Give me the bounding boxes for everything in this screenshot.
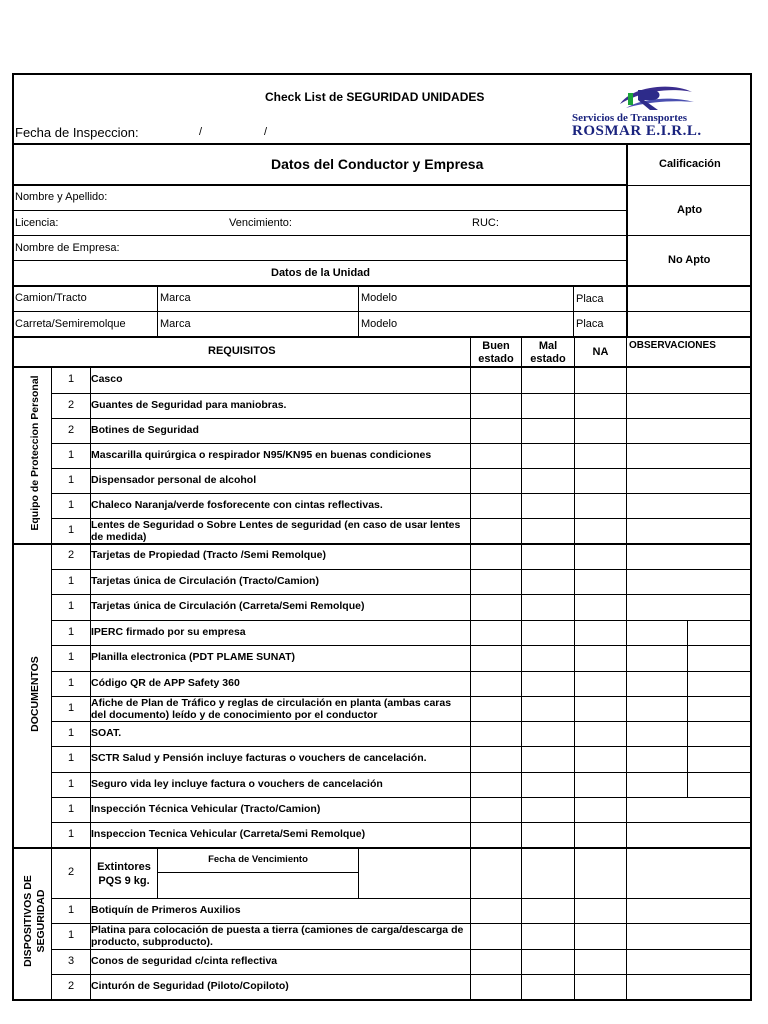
check-na[interactable]: [575, 899, 625, 922]
check-na[interactable]: [575, 519, 625, 542]
check-buen[interactable]: [471, 975, 520, 998]
fecha-label: Fecha de Inspeccion:: [15, 125, 139, 140]
check-na[interactable]: [575, 823, 625, 846]
grid-line: [51, 468, 752, 469]
check-buen[interactable]: [471, 747, 520, 771]
item-qty: 1: [67, 574, 75, 587]
requirement-text: Inspeccion Tecnica Vehicular (Carreta/Semi Remolque): [91, 827, 366, 840]
check-mal[interactable]: [522, 975, 573, 998]
grid-line: [51, 418, 752, 419]
apto-label: Apto: [677, 204, 703, 216]
item-qty: 2: [67, 423, 75, 436]
unit-marca: Marca: [160, 318, 191, 330]
check-buen[interactable]: [471, 950, 520, 973]
grid-line: [687, 620, 688, 797]
check-mal[interactable]: [522, 899, 573, 922]
check-buen[interactable]: [471, 773, 520, 796]
empresa-label: Nombre de Empresa:: [15, 242, 120, 254]
unit-placa: Placa: [576, 293, 604, 305]
rosmar-logo-icon: [612, 82, 702, 112]
check-buen[interactable]: [471, 722, 520, 745]
check-mal[interactable]: [522, 823, 573, 846]
check-na[interactable]: [575, 646, 625, 670]
check-na[interactable]: [575, 697, 625, 720]
requirement-text: Mascarilla quirúrgica o respirador N95/KN95 en buenas condiciones: [91, 448, 432, 461]
item-qty: 1: [67, 600, 75, 612]
check-mal[interactable]: [522, 544, 573, 568]
grid-line: [51, 645, 752, 646]
check-mal[interactable]: [522, 368, 573, 392]
grid-line: [358, 848, 359, 898]
requirement-text: IPERC firmado por su empresa: [91, 625, 246, 638]
ruc-label: RUC:: [472, 217, 499, 229]
item-qty: 1: [67, 802, 75, 815]
grid-line: [51, 898, 752, 899]
requirement-text: Guantes de Seguridad para maniobras.: [91, 398, 287, 411]
check-na[interactable]: [575, 773, 625, 796]
licencia-label: Licencia:: [15, 217, 59, 229]
requirement-text: Tarjetas única de Circulación (Tracto/Camion): [91, 574, 319, 587]
check-mal[interactable]: [522, 773, 573, 796]
item-qty: 1: [67, 473, 75, 486]
check-mal[interactable]: [522, 494, 573, 517]
no-apto-label: No Apto: [668, 254, 711, 266]
fecha-separator: /: [199, 126, 203, 138]
col-mal-estado: Mal estado: [530, 340, 566, 365]
grid-line: [51, 746, 752, 747]
requirement-text: Botiquín de Primeros Auxilios: [91, 903, 241, 916]
extintor-label: Extintores PQS 9 kg.: [97, 861, 151, 887]
check-na[interactable]: [575, 469, 625, 492]
grid-line: [51, 493, 752, 494]
requirement-text: SCTR Salud y Pensión incluye facturas o vouchers de cancelación.: [91, 752, 427, 764]
check-mal[interactable]: [522, 697, 573, 720]
grid-line: [51, 949, 752, 950]
vencimiento-label: Vencimiento:: [229, 217, 292, 229]
section-dispositivos: DISPOSITIVOS DE SEGURIDAD: [22, 875, 47, 967]
item-qty: 1: [67, 929, 75, 941]
check-mal[interactable]: [522, 722, 573, 745]
check-buen[interactable]: [471, 672, 520, 695]
requirement-text: Planilla electronica (PDT PLAME SUNAT): [91, 651, 296, 663]
logo-line1: Servicios de Transportes: [572, 112, 688, 124]
grid-line: [51, 974, 752, 975]
item-qty: 1: [67, 726, 75, 739]
logo-line2: ROSMAR E.I.R.L.: [572, 123, 702, 139]
check-buen[interactable]: [471, 469, 520, 492]
requirement-text: Lentes de Seguridad o Sobre Lentes de seguridad (en caso de usar lentes de medida): [91, 519, 461, 543]
check-buen[interactable]: [471, 899, 520, 922]
item-qty: 1: [67, 498, 75, 511]
check-buen[interactable]: [471, 394, 520, 417]
check-mal[interactable]: [522, 394, 573, 417]
grid-line: [12, 543, 752, 545]
col-buen-estado: Buen estado: [478, 340, 514, 365]
grid-line: [626, 337, 627, 999]
check-buen[interactable]: [471, 544, 520, 568]
grid-line: [51, 569, 752, 570]
requirement-text: Botines de Seguridad: [91, 423, 199, 436]
requirement-text: Cinturón de Seguridad (Piloto/Copiloto): [91, 979, 289, 992]
grid-line: [51, 393, 752, 394]
check-na[interactable]: [575, 798, 625, 821]
check-mal[interactable]: [522, 419, 573, 442]
item-qty: 1: [67, 827, 75, 840]
requirement-text: Tarjetas única de Circulación (Carreta/Semi Remolque): [91, 600, 365, 612]
item-qty: 1: [67, 651, 75, 663]
grid-line: [51, 772, 752, 773]
check-mal[interactable]: [522, 519, 573, 542]
requirement-text: Casco: [91, 373, 123, 385]
check-buen[interactable]: [471, 368, 520, 392]
item-qty: 2: [67, 549, 75, 561]
requirement-text: Seguro vida ley incluye factura o vouchers de cancelación: [91, 777, 383, 790]
unit-type: Carreta/Semiremolque: [15, 318, 126, 330]
unit-type: Camion/Tracto: [15, 292, 87, 304]
check-buen[interactable]: [471, 494, 520, 517]
check-na[interactable]: [575, 747, 625, 771]
driver-section-title: Datos del Conductor y Empresa: [271, 156, 484, 172]
grid-line: [158, 872, 358, 873]
grid-line: [12, 847, 752, 849]
requirement-text: SOAT.: [91, 726, 122, 739]
check-na[interactable]: [575, 621, 625, 644]
check-buen[interactable]: [471, 444, 520, 467]
item-qty: 1: [67, 777, 75, 790]
check-mal[interactable]: [522, 950, 573, 973]
check-mal[interactable]: [522, 595, 573, 619]
unit-marca: Marca: [160, 292, 191, 304]
check-na[interactable]: [575, 394, 625, 417]
item-qty: 1: [67, 701, 75, 714]
grid-line: [51, 443, 752, 444]
check-na[interactable]: [575, 444, 625, 467]
nombre-label: Nombre y Apellido:: [15, 191, 108, 203]
grid-line: [51, 594, 752, 595]
check-buen[interactable]: [471, 924, 520, 948]
check-mal[interactable]: [522, 444, 573, 467]
section-documentos: DOCUMENTOS: [29, 656, 41, 732]
check-buen[interactable]: [471, 419, 520, 442]
check-mal[interactable]: [522, 672, 573, 695]
check-buen[interactable]: [471, 621, 520, 644]
check-mal[interactable]: [522, 798, 573, 821]
check-buen[interactable]: [471, 798, 520, 821]
requirement-text: Afiche de Plan de Tráfico y reglas de circulación en planta (ambas caras del documento) leído y de conocimiento por el conductor: [91, 697, 452, 721]
check-na[interactable]: [575, 368, 625, 392]
check-buen[interactable]: [471, 595, 520, 619]
item-qty: 2: [67, 398, 75, 411]
unit-section-title: Datos de la Unidad: [271, 267, 371, 279]
requirement-text: Conos de seguridad c/cinta reflectiva: [91, 954, 278, 967]
col-na: NA: [592, 346, 609, 358]
check-mal[interactable]: [522, 621, 573, 644]
check-buen[interactable]: [471, 697, 520, 720]
grid-line: [51, 721, 752, 722]
unit-placa: Placa: [576, 318, 604, 330]
check-na[interactable]: [575, 722, 625, 745]
grid-line: [51, 671, 752, 672]
check-mal[interactable]: [522, 924, 573, 948]
item-qty: 2: [67, 866, 75, 878]
check-na[interactable]: [575, 544, 625, 568]
check-mal[interactable]: [522, 469, 573, 492]
check-na[interactable]: [575, 924, 625, 948]
grid-line: [51, 797, 752, 798]
check-mal[interactable]: [522, 747, 573, 771]
requirement-text: Chaleco Naranja/verde fosforecente con cintas reflectivas.: [91, 498, 383, 511]
item-qty: 1: [67, 448, 75, 461]
unit-modelo: Modelo: [361, 318, 398, 330]
requirement-text: Código QR de APP Safety 360: [91, 676, 240, 689]
item-qty: 1: [67, 903, 75, 916]
item-qty: 1: [67, 752, 75, 764]
check-na[interactable]: [575, 570, 625, 593]
section-epp: Equipo de Proteccion Personal: [29, 375, 41, 531]
check-na[interactable]: [575, 950, 625, 973]
item-qty: 1: [67, 676, 75, 689]
grid-line: [51, 822, 752, 823]
check-na[interactable]: [575, 672, 625, 695]
check-na[interactable]: [575, 419, 625, 442]
item-qty: 3: [67, 954, 75, 967]
fecha-separator: /: [264, 126, 268, 138]
item-qty: 1: [67, 625, 75, 638]
form-title: Check List de SEGURIDAD UNIDADES: [265, 90, 485, 104]
item-qty: 2: [67, 979, 75, 992]
item-qty: 1: [67, 523, 75, 536]
requirement-text: Inspección Técnica Vehicular (Tracto/Camion): [91, 802, 321, 815]
check-na[interactable]: [575, 595, 625, 619]
col-requisitos: REQUISITOS: [208, 345, 276, 357]
check-na[interactable]: [575, 975, 625, 998]
col-observaciones: OBSERVACIONES: [629, 340, 716, 351]
fecha-vencimiento-label: Fecha de Vencimiento: [208, 854, 308, 865]
check-mal[interactable]: [522, 570, 573, 593]
unit-modelo: Modelo: [361, 292, 398, 304]
check-na[interactable]: [575, 494, 625, 517]
requirement-text: Platina para colocación de puesta a tierra (camiones de carga/descarga de producto, subproducto).: [91, 924, 464, 948]
check-buen[interactable]: [471, 646, 520, 670]
calificacion-title: Calificación: [659, 158, 721, 170]
requirement-text: Dispensador personal de alcohol: [91, 473, 257, 486]
check-buen[interactable]: [471, 519, 520, 542]
item-qty: 1: [67, 373, 75, 385]
check-mal[interactable]: [522, 646, 573, 670]
check-buen[interactable]: [471, 823, 520, 846]
grid-line: [51, 620, 752, 621]
check-buen[interactable]: [471, 570, 520, 593]
requirement-text: Tarjetas de Propiedad (Tracto /Semi Remolque): [91, 549, 326, 561]
